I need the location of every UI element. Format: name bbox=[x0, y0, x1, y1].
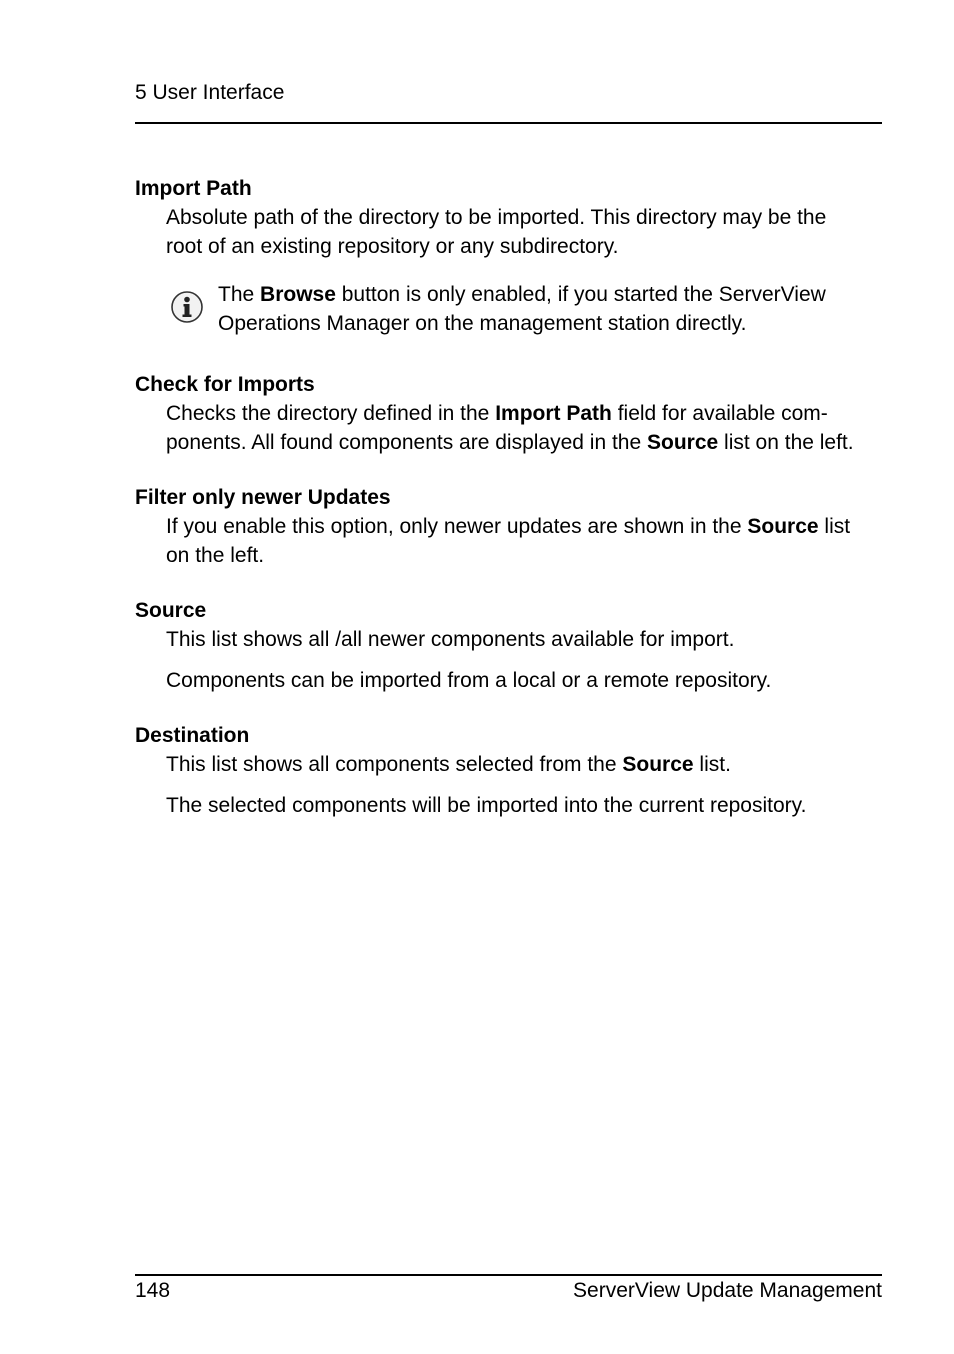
desc-destination bbox=[166, 750, 895, 820]
chapter-title: 5 User Interface bbox=[135, 81, 285, 104]
note-line: Operations Manager on the management station directly. bbox=[218, 312, 747, 335]
section-check-for-imports bbox=[135, 370, 895, 457]
page-header bbox=[135, 78, 882, 124]
desc-line bbox=[166, 399, 895, 428]
text-span: field for available com- bbox=[611, 402, 828, 425]
desc-source bbox=[166, 625, 895, 695]
desc-line: Absolute path of the directory to be imported. This directory may be the bbox=[166, 206, 827, 229]
text-span: If you enable this option, only newer updates are shown in the bbox=[166, 515, 748, 538]
text-span: Checks the directory defined in the bbox=[166, 402, 496, 425]
text-span: ponents. All found components are displayed in the bbox=[166, 431, 647, 454]
desc-line bbox=[166, 512, 895, 541]
note-browse-term: Browse bbox=[260, 283, 336, 306]
note-text-pre: The bbox=[218, 283, 261, 306]
desc-paragraph: Components can be imported from a local or a remote repository. bbox=[166, 669, 772, 692]
term-destination: Destination bbox=[135, 724, 250, 747]
section-import-path bbox=[135, 174, 895, 338]
desc-line bbox=[166, 428, 895, 457]
note-text-post: button is only enabled, if you started the ServerView bbox=[335, 283, 826, 306]
term-check-for-imports: Check for Imports bbox=[135, 373, 315, 396]
note-line bbox=[218, 280, 826, 309]
bold-term: Source bbox=[647, 431, 719, 454]
desc-paragraph bbox=[166, 750, 895, 779]
desc-paragraph: This list shows all /all newer components available for import. bbox=[166, 628, 735, 651]
text-span: list bbox=[818, 515, 851, 538]
section-filter-newer-updates bbox=[135, 483, 895, 570]
document-title: ServerView Update Management bbox=[573, 1279, 882, 1302]
desc-check-for-imports bbox=[166, 399, 895, 457]
bold-term: Import Path bbox=[495, 402, 612, 425]
bold-term: Source bbox=[622, 753, 694, 776]
bold-term: Source bbox=[747, 515, 819, 538]
info-icon bbox=[170, 290, 204, 324]
page-number: 148 bbox=[135, 1279, 171, 1302]
page-footer bbox=[135, 1274, 882, 1308]
term-import-path: Import Path bbox=[135, 177, 252, 200]
term-source: Source bbox=[135, 599, 207, 622]
page-content bbox=[135, 174, 895, 820]
desc-line: on the left. bbox=[166, 544, 265, 567]
text-span: This list shows all components selected from the bbox=[166, 753, 623, 776]
term-filter-newer-updates: Filter only newer Updates bbox=[135, 486, 391, 509]
section-source bbox=[135, 596, 895, 695]
info-note bbox=[166, 280, 895, 338]
desc-filter-newer-updates bbox=[166, 512, 895, 570]
section-destination bbox=[135, 721, 895, 820]
text-span: list on the left. bbox=[718, 431, 854, 454]
note-text bbox=[218, 280, 826, 338]
desc-paragraph: The selected components will be imported into the current repository. bbox=[166, 794, 807, 817]
desc-line: root of an existing repository or any subdirectory. bbox=[166, 235, 619, 258]
text-span: list. bbox=[693, 753, 731, 776]
desc-import-path bbox=[166, 203, 895, 261]
